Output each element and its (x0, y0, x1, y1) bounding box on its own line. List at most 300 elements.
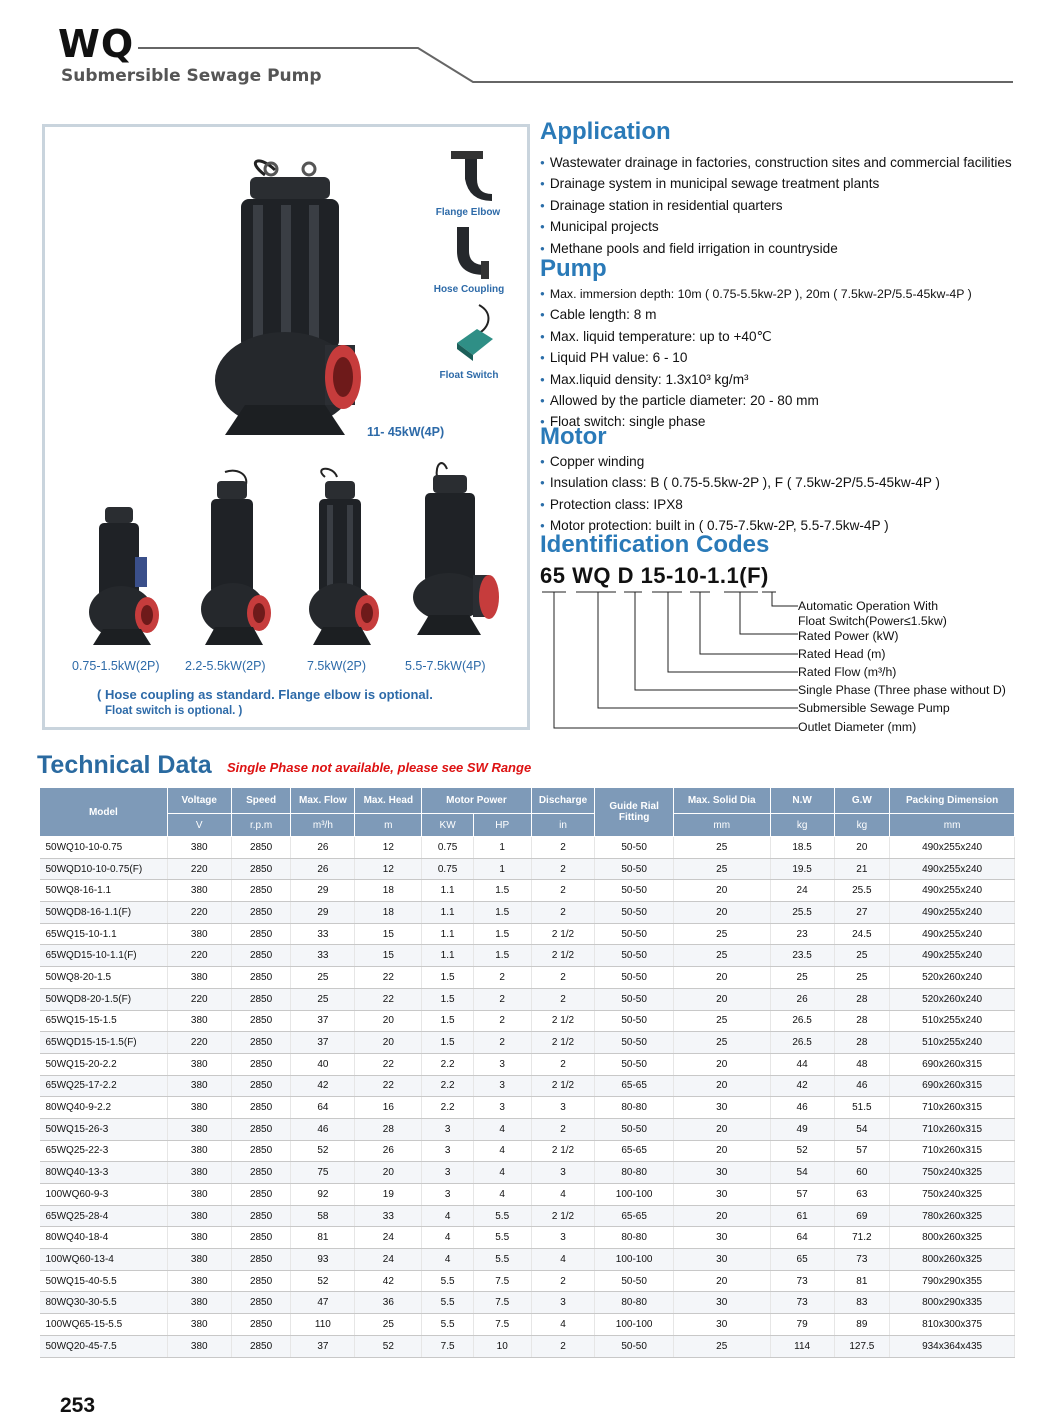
table-cell: 20 (355, 1032, 422, 1054)
list-item: ● Protection class: IPX8 (540, 495, 940, 516)
table-cell: 490x255x240 (890, 923, 1015, 945)
list-item: ● Drainage system in municipal sewage treatment plants (540, 174, 1012, 195)
table-cell: 63 (834, 1184, 890, 1206)
table-cell: 80-80 (595, 1292, 673, 1314)
table-cell: 380 (167, 1053, 231, 1075)
table-cell: 4 (473, 1140, 531, 1162)
model-cell: 50WQ15-40-5.5 (40, 1270, 168, 1292)
table-cell: 24 (770, 880, 834, 902)
table-cell: 50-50 (595, 1335, 673, 1357)
col-pack: Packing Dimension (890, 788, 1015, 814)
table-cell: 33 (355, 1205, 422, 1227)
table-cell: 710x260x315 (890, 1118, 1015, 1140)
table-cell: 2 (473, 967, 531, 989)
table-cell: 1.1 (422, 945, 474, 967)
table-cell: 42 (770, 1075, 834, 1097)
table-cell: 28 (355, 1118, 422, 1140)
model-cell: 65WQD15-15-1.5(F) (40, 1032, 168, 1054)
table-cell: 20 (673, 967, 770, 989)
list-item: ● Insulation class: B ( 0.75-5.5kw-2P ), F ( 7.5kw-2P/5.5-45kw-4P ) (540, 473, 940, 494)
table-cell: 20 (673, 988, 770, 1010)
pump-image-5-5-7-5-4p (407, 457, 507, 647)
table-row (40, 858, 1015, 880)
unit-cell: V (167, 814, 231, 837)
table-row (40, 1053, 1015, 1075)
table-cell: 30 (673, 1162, 770, 1184)
table-cell: 50-50 (595, 837, 673, 859)
col-flow: Max. Flow (291, 788, 355, 814)
model-cell: 80WQ40-9-2.2 (40, 1097, 168, 1119)
table-row (40, 837, 1015, 859)
table-row (40, 988, 1015, 1010)
table-row (40, 1184, 1015, 1206)
table-cell: 1.1 (422, 902, 474, 924)
size-label-2-2-5-5: 2.2-5.5kW(2P) (185, 659, 266, 673)
table-cell: 46 (834, 1075, 890, 1097)
table-cell: 65-65 (595, 1205, 673, 1227)
table-cell: 42 (291, 1075, 355, 1097)
table-cell: 20 (355, 1010, 422, 1032)
table-cell: 2850 (231, 967, 291, 989)
table-cell: 5.5 (422, 1292, 474, 1314)
table-cell: 22 (355, 1053, 422, 1075)
table-cell: 20 (355, 1162, 422, 1184)
table-cell: 24 (355, 1249, 422, 1271)
table-cell: 25 (770, 967, 834, 989)
table-cell: 26 (291, 858, 355, 880)
table-cell: 24 (355, 1227, 422, 1249)
unit-cell: m (355, 814, 422, 837)
identification-heading: Identification Codes (540, 531, 770, 558)
table-cell: 490x255x240 (890, 880, 1015, 902)
table-cell: 1.5 (422, 988, 474, 1010)
main-pump-power-label: 11- 45kW(4P) (367, 425, 445, 439)
table-cell: 20 (673, 1075, 770, 1097)
table-cell: 25 (673, 1335, 770, 1357)
list-item: ● Allowed by the particle diameter: 20 - 80 mm (540, 391, 972, 412)
table-cell: 20 (673, 1270, 770, 1292)
table-cell: 57 (770, 1184, 834, 1206)
table-cell: 50-50 (595, 1270, 673, 1292)
table-cell: 52 (355, 1335, 422, 1357)
table-cell: 54 (770, 1162, 834, 1184)
table-cell: 1.1 (422, 880, 474, 902)
table-row (40, 1314, 1015, 1336)
table-cell: 2 (531, 858, 595, 880)
table-cell: 2850 (231, 988, 291, 1010)
table-cell: 380 (167, 1292, 231, 1314)
identification-leader-lines (540, 588, 800, 733)
technical-data-heading: Technical Data (37, 751, 212, 779)
table-cell: 50-50 (595, 880, 673, 902)
model-cell: 80WQ40-18-4 (40, 1227, 168, 1249)
table-cell: 800x290x335 (890, 1292, 1015, 1314)
table-cell: 81 (291, 1227, 355, 1249)
table-cell: 380 (167, 967, 231, 989)
table-cell: 50-50 (595, 1053, 673, 1075)
table-cell: 800x260x325 (890, 1227, 1015, 1249)
table-cell: 2 1/2 (531, 1032, 595, 1054)
model-cell: 65WQ15-15-1.5 (40, 1010, 168, 1032)
table-cell: 33 (291, 923, 355, 945)
table-cell: 33 (291, 945, 355, 967)
table-cell: 2 (531, 967, 595, 989)
motor-list (540, 452, 940, 538)
table-cell: 2850 (231, 1162, 291, 1184)
table-cell: 4 (422, 1227, 474, 1249)
table-cell: 127.5 (834, 1335, 890, 1357)
table-cell: 80-80 (595, 1097, 673, 1119)
table-cell: 2850 (231, 923, 291, 945)
table-cell: 2 1/2 (531, 1140, 595, 1162)
motor-heading: Motor (540, 423, 607, 450)
table-cell: 40 (291, 1053, 355, 1075)
table-cell: 3 (531, 1097, 595, 1119)
size-label-0-75-1-5: 0.75-1.5kW(2P) (72, 659, 160, 673)
table-cell: 5.5 (473, 1205, 531, 1227)
table-cell: 20 (834, 837, 890, 859)
model-cell: 50WQ8-16-1.1 (40, 880, 168, 902)
table-cell: 100-100 (595, 1249, 673, 1271)
table-cell: 30 (673, 1227, 770, 1249)
application-heading: Application (540, 118, 671, 145)
table-cell: 80-80 (595, 1227, 673, 1249)
table-cell: 26 (355, 1140, 422, 1162)
table-row (40, 1118, 1015, 1140)
id-label-head: Rated Head (m) (798, 647, 886, 661)
col-discharge: Discharge (531, 788, 595, 814)
table-cell: 380 (167, 1075, 231, 1097)
table-cell: 100-100 (595, 1184, 673, 1206)
header-rule (138, 44, 1018, 86)
table-cell: 690x260x315 (890, 1075, 1015, 1097)
table-cell: 25 (291, 988, 355, 1010)
table-cell: 22 (355, 988, 422, 1010)
table-cell: 3 (473, 1053, 531, 1075)
col-guide: Guide Rial Fitting (595, 788, 673, 837)
table-cell: 50-50 (595, 1010, 673, 1032)
table-cell: 2850 (231, 880, 291, 902)
table-cell: 2850 (231, 1335, 291, 1357)
unit-cell: mm (890, 814, 1015, 837)
table-cell: 2 (531, 837, 595, 859)
model-cell: 65WQD15-10-1.1(F) (40, 945, 168, 967)
model-cell: 100WQ60-9-3 (40, 1184, 168, 1206)
col-solid: Max. Solid Dia (673, 788, 770, 814)
model-cell: 65WQ25-28-4 (40, 1205, 168, 1227)
table-cell: 380 (167, 923, 231, 945)
table-cell: 25 (673, 837, 770, 859)
table-cell: 380 (167, 880, 231, 902)
table-cell: 710x260x315 (890, 1140, 1015, 1162)
flange-elbow-label: Flange Elbow (435, 207, 501, 218)
col-model: Model (40, 788, 168, 837)
table-cell: 2850 (231, 1270, 291, 1292)
table-cell: 81 (834, 1270, 890, 1292)
table-cell: 100-100 (595, 1314, 673, 1336)
table-cell: 2850 (231, 1097, 291, 1119)
table-cell: 20 (673, 1140, 770, 1162)
col-head: Max. Head (355, 788, 422, 814)
table-cell: 30 (673, 1314, 770, 1336)
table-cell: 490x255x240 (890, 945, 1015, 967)
table-cell: 18 (355, 902, 422, 924)
table-cell: 2 1/2 (531, 1075, 595, 1097)
unit-cell: KW (422, 814, 474, 837)
table-row (40, 1270, 1015, 1292)
model-cell: 50WQD8-16-1.1(F) (40, 902, 168, 924)
table-cell: 380 (167, 837, 231, 859)
table-cell: 28 (834, 988, 890, 1010)
table-cell: 750x240x325 (890, 1184, 1015, 1206)
table-cell: 24.5 (834, 923, 890, 945)
table-cell: 52 (291, 1270, 355, 1292)
table-cell: 4 (422, 1249, 474, 1271)
table-cell: 2850 (231, 1010, 291, 1032)
table-cell: 25 (673, 858, 770, 880)
table-cell: 790x290x355 (890, 1270, 1015, 1292)
table-cell: 2850 (231, 1140, 291, 1162)
table-cell: 1 (473, 858, 531, 880)
table-cell: 510x255x240 (890, 1032, 1015, 1054)
table-cell: 2850 (231, 945, 291, 967)
table-cell: 28 (834, 1010, 890, 1032)
table-cell: 380 (167, 1270, 231, 1292)
pump-image-0-75-1-5 (85, 497, 165, 652)
table-cell: 3 (473, 1097, 531, 1119)
table-cell: 26 (770, 988, 834, 1010)
table-cell: 710x260x315 (890, 1097, 1015, 1119)
table-cell: 64 (291, 1097, 355, 1119)
table-cell: 46 (291, 1118, 355, 1140)
table-cell: 380 (167, 1184, 231, 1206)
table-cell: 380 (167, 1205, 231, 1227)
model-cell: 65WQ15-10-1.1 (40, 923, 168, 945)
table-cell: 4 (531, 1314, 595, 1336)
list-item: ● Float switch: single phase (540, 412, 972, 433)
table-cell: 2850 (231, 1249, 291, 1271)
table-cell: 20 (673, 880, 770, 902)
table-row (40, 1227, 1015, 1249)
table-cell: 7.5 (473, 1314, 531, 1336)
list-item: ● Motor protection: built in ( 0.75-7.5kw-2P, 5.5-7.5kw-4P ) (540, 516, 940, 537)
table-cell: 380 (167, 1249, 231, 1271)
list-item: ● Cable length: 8 m (540, 305, 972, 326)
table-cell: 28 (834, 1032, 890, 1054)
list-item: ● Max. immersion depth: 10m ( 0.75-5.5kw-2P ), 20m ( 7.5kw-2P/5.5-45kw-4P ) (540, 285, 972, 305)
table-cell: 2850 (231, 1075, 291, 1097)
model-cell: 65WQ25-17-2.2 (40, 1075, 168, 1097)
table-cell: 2850 (231, 1314, 291, 1336)
unit-cell: mm (673, 814, 770, 837)
table-cell: 4 (422, 1205, 474, 1227)
pump-heading: Pump (540, 255, 607, 282)
table-cell: 2 1/2 (531, 1205, 595, 1227)
table-cell: 1.5 (422, 1032, 474, 1054)
table-cell: 4 (473, 1118, 531, 1140)
table-row (40, 1140, 1015, 1162)
id-label-pump: Submersible Sewage Pump (798, 701, 950, 715)
table-cell: 65-65 (595, 1075, 673, 1097)
model-cell: 100WQ65-15-5.5 (40, 1314, 168, 1336)
table-cell: 30 (673, 1097, 770, 1119)
table-cell: 220 (167, 945, 231, 967)
table-cell: 42 (355, 1270, 422, 1292)
table-cell: 15 (355, 923, 422, 945)
size-label-7-5: 7.5kW(2P) (307, 659, 367, 673)
table-cell: 75 (291, 1162, 355, 1184)
large-pump-image (205, 155, 375, 455)
table-cell: 18.5 (770, 837, 834, 859)
hose-coupling-image (447, 223, 497, 279)
table-cell: 92 (291, 1184, 355, 1206)
flange-elbow-image (447, 149, 497, 207)
table-cell: 220 (167, 902, 231, 924)
table-cell: 25 (355, 1314, 422, 1336)
table-cell: 37 (291, 1032, 355, 1054)
table-cell: 5.5 (422, 1314, 474, 1336)
unit-cell: HP (473, 814, 531, 837)
table-cell: 2850 (231, 1053, 291, 1075)
table-cell: 2 (531, 902, 595, 924)
page-number: 253 (60, 1394, 96, 1417)
technical-data-table (39, 787, 1015, 1358)
table-cell: 3 (422, 1162, 474, 1184)
table-row (40, 1162, 1015, 1184)
table-cell: 36 (355, 1292, 422, 1314)
table-cell: 25 (834, 967, 890, 989)
id-label-auto-op: Automatic Operation With (798, 599, 939, 613)
table-row (40, 1010, 1015, 1032)
table-cell: 800x260x325 (890, 1249, 1015, 1271)
identification-code: 65 WQ D 15-10-1.1(F) (540, 563, 769, 588)
model-cell: 80WQ40-13-3 (40, 1162, 168, 1184)
table-cell: 12 (355, 858, 422, 880)
table-cell: 2 (531, 988, 595, 1010)
model-cell: 50WQ20-45-7.5 (40, 1335, 168, 1357)
table-cell: 490x255x240 (890, 902, 1015, 924)
table-cell: 0.75 (422, 837, 474, 859)
table-cell: 25.5 (834, 880, 890, 902)
table-cell: 26.5 (770, 1010, 834, 1032)
table-row (40, 1292, 1015, 1314)
table-cell: 220 (167, 1032, 231, 1054)
table-cell: 220 (167, 858, 231, 880)
unit-cell: m³/h (291, 814, 355, 837)
table-cell: 44 (770, 1053, 834, 1075)
table-cell: 48 (834, 1053, 890, 1075)
table-cell: 380 (167, 1118, 231, 1140)
table-cell: 60 (834, 1162, 890, 1184)
table-cell: 2850 (231, 1184, 291, 1206)
table-cell: 2.2 (422, 1075, 474, 1097)
table-row (40, 967, 1015, 989)
table-cell: 25 (834, 945, 890, 967)
table-cell: 520x260x240 (890, 967, 1015, 989)
table-cell: 2 (531, 1053, 595, 1075)
list-item: ● Copper winding (540, 452, 940, 473)
table-cell: 20 (673, 1118, 770, 1140)
table-cell: 2850 (231, 902, 291, 924)
table-cell: 490x255x240 (890, 858, 1015, 880)
table-cell: 5.5 (473, 1249, 531, 1271)
table-cell: 23.5 (770, 945, 834, 967)
table-cell: 934x364x435 (890, 1335, 1015, 1357)
table-row (40, 1249, 1015, 1271)
table-cell: 29 (291, 880, 355, 902)
table-cell: 3 (422, 1184, 474, 1206)
model-cell: 50WQD10-10-0.75(F) (40, 858, 168, 880)
panel-note-line2: Float switch is optional. ) (105, 705, 243, 717)
table-cell: 65-65 (595, 1140, 673, 1162)
table-cell: 25 (673, 1010, 770, 1032)
table-cell: 4 (473, 1184, 531, 1206)
table-cell: 37 (291, 1010, 355, 1032)
unit-cell: kg (770, 814, 834, 837)
table-cell: 47 (291, 1292, 355, 1314)
table-cell: 780x260x325 (890, 1205, 1015, 1227)
table-cell: 114 (770, 1335, 834, 1357)
list-item: ● Wastewater drainage in factories, construction sites and commercial facilities (540, 153, 1012, 174)
table-cell: 220 (167, 988, 231, 1010)
table-row (40, 902, 1015, 924)
table-cell: 2850 (231, 1227, 291, 1249)
model-cell: 80WQ30-30-5.5 (40, 1292, 168, 1314)
table-cell: 4 (531, 1249, 595, 1271)
table-cell: 2.2 (422, 1097, 474, 1119)
table-cell: 61 (770, 1205, 834, 1227)
table-cell: 50-50 (595, 945, 673, 967)
table-row (40, 1335, 1015, 1357)
table-cell: 2850 (231, 1205, 291, 1227)
table-cell: 18 (355, 880, 422, 902)
table-cell: 2850 (231, 837, 291, 859)
table-cell: 2850 (231, 858, 291, 880)
table-row (40, 1205, 1015, 1227)
col-nw: N.W (770, 788, 834, 814)
page-title: WQ (58, 22, 135, 66)
table-cell: 3 (531, 1162, 595, 1184)
table-cell: 25 (673, 1032, 770, 1054)
table-cell: 50-50 (595, 967, 673, 989)
table-cell: 21 (834, 858, 890, 880)
table-row (40, 1032, 1015, 1054)
list-item: ● Max.liquid density: 1.3x10³ kg/m³ (540, 370, 972, 391)
table-cell: 1 (473, 837, 531, 859)
table-cell: 810x300x375 (890, 1314, 1015, 1336)
product-photo-panel (42, 124, 530, 730)
table-cell: 25 (673, 945, 770, 967)
table-cell: 110 (291, 1314, 355, 1336)
table-cell: 80-80 (595, 1162, 673, 1184)
table-row (40, 923, 1015, 945)
technical-note: Single Phase not available, please see SW Range (227, 760, 532, 775)
unit-cell: kg (834, 814, 890, 837)
table-cell: 10 (473, 1335, 531, 1357)
table-cell: 49 (770, 1118, 834, 1140)
model-cell: 50WQ15-26-3 (40, 1118, 168, 1140)
table-cell: 690x260x315 (890, 1053, 1015, 1075)
table-cell: 30 (673, 1249, 770, 1271)
table-cell: 1.5 (422, 1010, 474, 1032)
table-cell: 20 (673, 902, 770, 924)
table-cell: 20 (673, 1053, 770, 1075)
table-cell: 380 (167, 1335, 231, 1357)
table-cell: 380 (167, 1227, 231, 1249)
size-label-5-5-7-5-4p: 5.5-7.5kW(4P) (405, 659, 486, 673)
unit-cell: in (531, 814, 595, 837)
table-cell: 0.75 (422, 858, 474, 880)
